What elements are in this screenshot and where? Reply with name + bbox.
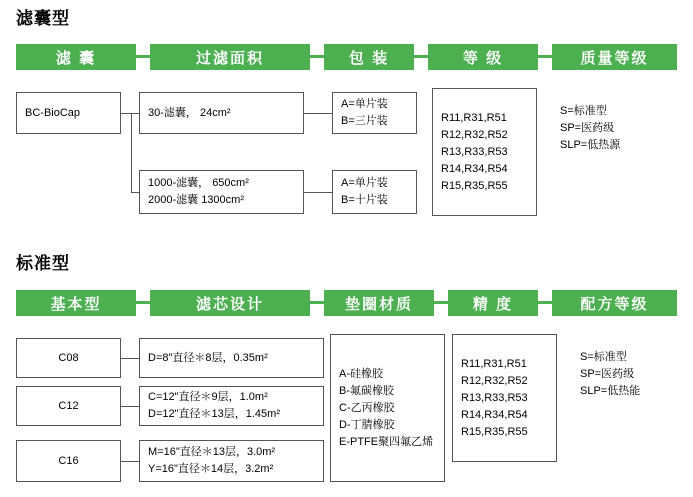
box-s2-c4: R11,R31,R51 R12,R32,R52 R13,R33,R53 R14,R34,R54 R15,R35,R55 — [452, 334, 557, 462]
link-s2-c1r2-c2r2 — [121, 406, 139, 407]
connector-s2-3 — [434, 301, 448, 304]
header-s2-col5: 配方等级 — [552, 290, 677, 316]
box-s1-c2-r1: 30-滤囊， 24cm² — [139, 92, 304, 134]
link-s1-c2r1-c3r1 — [304, 113, 332, 114]
connector-s1-3 — [414, 55, 428, 58]
link-s2-c1r3-c2r3 — [121, 461, 139, 462]
branch-s1-to-c2r2 — [131, 192, 140, 193]
box-s2-c2-r1: D=8"直径＊8层，0.35m² — [139, 338, 324, 378]
box-s2-c5: S=标准型 SP=医药级 SLP=低热能 — [572, 334, 687, 414]
header-s2-col1: 基本型 — [16, 290, 136, 316]
box-s2-c3: A-硅橡胶 B-氟碳橡胶 C-乙丙橡胶 D-丁腈橡胶 E-PTFE聚四氟乙烯 — [330, 334, 445, 482]
box-s1-c5: S=标准型 SP=医药级 SLP=低热源 — [552, 88, 672, 168]
header-s2-col2: 滤芯设计 — [150, 290, 310, 316]
box-s2-c1-r3: C16 — [16, 440, 121, 482]
header-s2-col4: 精 度 — [448, 290, 538, 316]
box-s1-c3-r1: A=单片装 B=三片装 — [332, 92, 417, 134]
box-s1-c4: R11,R31,R51 R12,R32,R52 R13,R33,R53 R14,R34,R54 R15,R35,R55 — [432, 88, 537, 216]
box-s2-c1-r1: C08 — [16, 338, 121, 378]
box-s2-c2-r2: C=12"直径＊9层，1.0m² D=12"直径＊13层，1.45m² — [139, 386, 324, 426]
header-s2-col3: 垫圈材质 — [324, 290, 434, 316]
header-s1-col4: 等 级 — [428, 44, 538, 70]
connector-s1-2 — [310, 55, 324, 58]
section-title-filter-capsule: 滤囊型 — [16, 9, 70, 28]
header-s1-col1: 滤 囊 — [16, 44, 136, 70]
box-s1-c3-r2: A=单片装 B=十片装 — [332, 170, 417, 214]
connector-s2-1 — [136, 301, 150, 304]
box-s2-c1-r2: C12 — [16, 386, 121, 426]
link-s1-c1-c2 — [121, 113, 139, 114]
box-s1-c1-r1: BC-BioCap — [16, 92, 121, 134]
connector-s2-4 — [538, 301, 552, 304]
connector-s2-2 — [310, 301, 324, 304]
header-s1-col5: 质量等级 — [552, 44, 677, 70]
box-s1-c2-r2: 1000-滤囊， 650cm² 2000-滤囊 1300cm² — [139, 170, 304, 214]
box-s2-c2-r3: M=16"直径＊13层，3.0m² Y=16"直径＊14层，3.2m² — [139, 440, 324, 482]
header-s1-col2: 过滤面积 — [150, 44, 310, 70]
header-s1-col3: 包 装 — [324, 44, 414, 70]
branch-s1-vertical — [131, 113, 132, 192]
link-s1-c2r2-c3r2 — [304, 192, 332, 193]
connector-s1-4 — [538, 55, 552, 58]
section-title-standard: 标准型 — [16, 254, 70, 273]
link-s2-c1r1-c2r1 — [121, 358, 139, 359]
connector-s1-1 — [136, 55, 150, 58]
